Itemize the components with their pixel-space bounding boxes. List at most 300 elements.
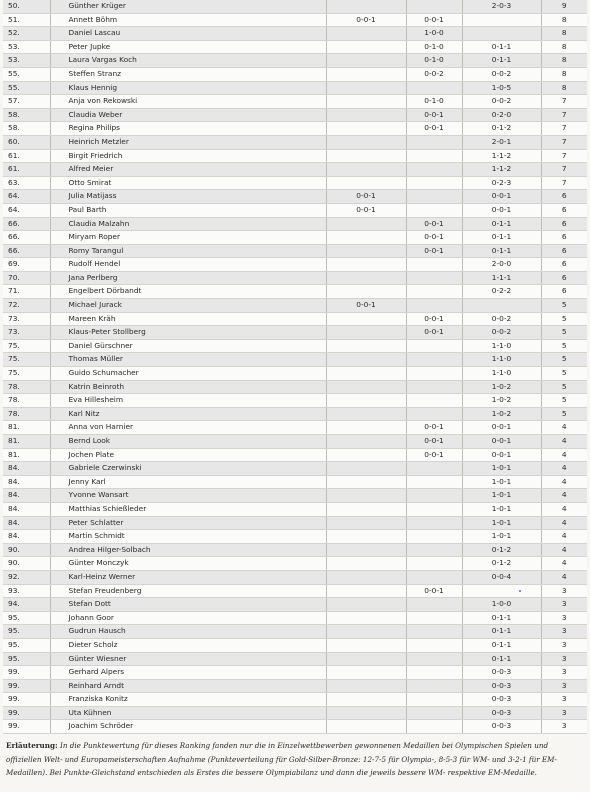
cell-name: Daniel Gürschner xyxy=(50,339,326,353)
cell-em: 1-1-0 xyxy=(462,353,541,367)
cell-rank: 95. xyxy=(3,611,50,625)
cell-rank: 95. xyxy=(3,638,50,652)
cell-em xyxy=(462,584,541,598)
cell-rank: 84. xyxy=(3,475,50,489)
cell-rank: 78. xyxy=(3,394,50,408)
cell-name: Franziska Konitz xyxy=(50,693,326,707)
cell-points: 4 xyxy=(541,543,587,557)
cell-points: 3 xyxy=(541,584,587,598)
cell-em: 0-1-2 xyxy=(462,557,541,571)
cell-rank: 78. xyxy=(3,380,50,394)
cell-name: Engelbert Dörbandt xyxy=(50,285,326,299)
cell-points: 4 xyxy=(541,421,587,435)
cell-points: 6 xyxy=(541,285,587,299)
cell-name: Rudolf Hendel xyxy=(50,258,326,272)
table-row xyxy=(3,312,587,326)
cell-rank: 53. xyxy=(3,54,50,68)
ranking-table xyxy=(3,0,587,734)
cell-wm xyxy=(406,462,462,476)
table-row xyxy=(3,40,587,54)
cell-rank: 84. xyxy=(3,530,50,544)
cell-wm: 0-0-1 xyxy=(406,421,462,435)
cell-olympia xyxy=(326,584,406,598)
cell-name: Birgit Friedrich xyxy=(50,149,326,163)
cell-rank: 55. xyxy=(3,81,50,95)
cell-name: Karl-Heinz Werner xyxy=(50,570,326,584)
cell-em: 0-2-2 xyxy=(462,285,541,299)
cell-wm xyxy=(406,706,462,720)
cell-em: 1-0-1 xyxy=(462,502,541,516)
cell-em: 0-1-2 xyxy=(462,543,541,557)
cell-points: 4 xyxy=(541,448,587,462)
cell-name: Michael Jurack xyxy=(50,299,326,313)
cell-name: Andrea Hilger-Solbach xyxy=(50,543,326,557)
cell-olympia xyxy=(326,489,406,503)
cell-wm xyxy=(406,367,462,381)
cell-em: 1-0-1 xyxy=(462,475,541,489)
cell-points: 8 xyxy=(541,81,587,95)
table-row xyxy=(3,557,587,571)
cell-olympia xyxy=(326,81,406,95)
table-row xyxy=(3,135,587,149)
cell-name: Alfred Meier xyxy=(50,163,326,177)
cell-wm xyxy=(406,598,462,612)
cell-points: 3 xyxy=(541,625,587,639)
cell-name: Uta Kühnen xyxy=(50,706,326,720)
cell-wm: 0-0-1 xyxy=(406,108,462,122)
table-row xyxy=(3,81,587,95)
cell-points: 7 xyxy=(541,122,587,136)
cell-rank: 99. xyxy=(3,679,50,693)
cell-rank: 78. xyxy=(3,407,50,421)
cell-wm: 0-0-1 xyxy=(406,231,462,245)
cell-wm: 0-0-1 xyxy=(406,13,462,27)
cell-olympia xyxy=(326,407,406,421)
cell-rank: 57. xyxy=(3,95,50,109)
cell-wm: 0-0-1 xyxy=(406,584,462,598)
cell-wm xyxy=(406,339,462,353)
cell-olympia xyxy=(326,693,406,707)
cell-points: 3 xyxy=(541,693,587,707)
cell-wm xyxy=(406,271,462,285)
cell-wm xyxy=(406,489,462,503)
table-row xyxy=(3,203,587,217)
cell-em: 1-0-1 xyxy=(462,462,541,476)
cell-olympia xyxy=(326,516,406,530)
cell-wm xyxy=(406,570,462,584)
cell-rank: 94. xyxy=(3,598,50,612)
cell-points: 5 xyxy=(541,367,587,381)
table-row xyxy=(3,67,587,81)
cell-em: 0-2-0 xyxy=(462,108,541,122)
cell-rank: 93. xyxy=(3,584,50,598)
table-row xyxy=(3,570,587,584)
cell-name: Stefan Dott xyxy=(50,598,326,612)
cell-name: Gerhard Alpers xyxy=(50,666,326,680)
cell-olympia xyxy=(326,557,406,571)
table-row xyxy=(3,326,587,340)
cell-rank: 84. xyxy=(3,462,50,476)
cell-name: Laura Vargas Koch xyxy=(50,54,326,68)
cell-olympia xyxy=(326,353,406,367)
cell-points: 5 xyxy=(541,326,587,340)
cell-name: Stefan Freudenberg xyxy=(50,584,326,598)
cell-wm xyxy=(406,666,462,680)
cell-name: Steffen Stranz xyxy=(50,67,326,81)
cell-rank: 99. xyxy=(3,706,50,720)
cell-em: 1-0-2 xyxy=(462,394,541,408)
cell-olympia xyxy=(326,163,406,177)
table-row xyxy=(3,502,587,516)
cell-wm xyxy=(406,203,462,217)
cell-wm xyxy=(406,502,462,516)
cell-rank: 71. xyxy=(3,285,50,299)
cell-points: 4 xyxy=(541,557,587,571)
cell-olympia xyxy=(326,706,406,720)
cell-olympia xyxy=(326,475,406,489)
cell-em: 0-1-1 xyxy=(462,625,541,639)
cell-name: Karl Nitz xyxy=(50,407,326,421)
cell-olympia xyxy=(326,217,406,231)
table-row xyxy=(3,489,587,503)
cell-rank: 58. xyxy=(3,122,50,136)
cell-wm xyxy=(406,299,462,313)
cell-olympia xyxy=(326,652,406,666)
cell-points: 7 xyxy=(541,176,587,190)
cell-wm: 0-0-2 xyxy=(406,67,462,81)
cell-wm xyxy=(406,530,462,544)
explanation-note xyxy=(6,739,584,780)
cell-wm: 0-0-1 xyxy=(406,435,462,449)
cell-wm xyxy=(406,258,462,272)
cell-em: 2-0-1 xyxy=(462,135,541,149)
table-row xyxy=(3,679,587,693)
cell-rank: 55. xyxy=(3,67,50,81)
table-row xyxy=(3,108,587,122)
cell-points: 3 xyxy=(541,598,587,612)
cell-em: 0-0-1 xyxy=(462,435,541,449)
cell-name: Klaus Hennig xyxy=(50,81,326,95)
cell-olympia xyxy=(326,54,406,68)
cell-name: Daniel Lascau xyxy=(50,27,326,41)
table-row xyxy=(3,176,587,190)
cell-em: 0-1-1 xyxy=(462,638,541,652)
cell-rank: 58. xyxy=(3,108,50,122)
cell-points: 6 xyxy=(541,244,587,258)
cell-olympia xyxy=(326,380,406,394)
cell-points: 8 xyxy=(541,27,587,41)
cell-rank: 52. xyxy=(3,27,50,41)
cell-em: 1-0-1 xyxy=(462,489,541,503)
cell-em: 0-0-2 xyxy=(462,312,541,326)
cell-name: Günter Monczyk xyxy=(50,557,326,571)
cell-em: 1-1-0 xyxy=(462,367,541,381)
ranking-table-body xyxy=(3,0,587,734)
cell-rank: 69. xyxy=(3,258,50,272)
cell-em: 0-1-1 xyxy=(462,40,541,54)
cell-points: 4 xyxy=(541,435,587,449)
table-row xyxy=(3,339,587,353)
cell-wm xyxy=(406,625,462,639)
cell-name: Annett Böhm xyxy=(50,13,326,27)
cell-name: Günter Wiesner xyxy=(50,652,326,666)
cell-wm: 0-1-0 xyxy=(406,95,462,109)
cell-points: 5 xyxy=(541,353,587,367)
cell-olympia xyxy=(326,720,406,734)
table-row xyxy=(3,367,587,381)
cell-rank: 92. xyxy=(3,570,50,584)
cell-rank: 99. xyxy=(3,720,50,734)
table-row xyxy=(3,13,587,27)
cell-rank: 50. xyxy=(3,0,50,13)
cell-em: 1-1-1 xyxy=(462,271,541,285)
cell-em: 1-0-2 xyxy=(462,380,541,394)
cell-name: Miryam Roper xyxy=(50,231,326,245)
cell-wm xyxy=(406,285,462,299)
cell-olympia: 0-0-1 xyxy=(326,190,406,204)
cell-name: Claudia Weber xyxy=(50,108,326,122)
cell-points: 3 xyxy=(541,706,587,720)
cell-olympia xyxy=(326,135,406,149)
table-row xyxy=(3,543,587,557)
cell-em: 1-0-1 xyxy=(462,516,541,530)
cell-olympia xyxy=(326,679,406,693)
table-row xyxy=(3,54,587,68)
cell-points: 9 xyxy=(541,0,587,13)
cell-points: 4 xyxy=(541,530,587,544)
cell-olympia xyxy=(326,67,406,81)
cell-wm xyxy=(406,81,462,95)
cell-wm xyxy=(406,611,462,625)
cell-name: Heinrich Metzler xyxy=(50,135,326,149)
cell-name: Jenny Karl xyxy=(50,475,326,489)
cell-em: 0-0-3 xyxy=(462,679,541,693)
cell-rank: 61. xyxy=(3,163,50,177)
cell-name: Eva Hillesheim xyxy=(50,394,326,408)
cell-olympia xyxy=(326,27,406,41)
cell-points: 8 xyxy=(541,40,587,54)
cell-name: Thomas Müller xyxy=(50,353,326,367)
cell-rank: 60. xyxy=(3,135,50,149)
table-row xyxy=(3,625,587,639)
cell-em: 0-0-2 xyxy=(462,326,541,340)
cell-wm xyxy=(406,638,462,652)
table-row xyxy=(3,421,587,435)
cell-name: Gabriele Czerwinski xyxy=(50,462,326,476)
cell-em: 1-0-2 xyxy=(462,407,541,421)
cell-em: 1-1-2 xyxy=(462,163,541,177)
cell-points: 7 xyxy=(541,95,587,109)
cell-em: 0-1-2 xyxy=(462,122,541,136)
cell-wm xyxy=(406,475,462,489)
cell-points: 6 xyxy=(541,190,587,204)
cell-wm: 0-0-1 xyxy=(406,448,462,462)
cell-name: Julia Matijass xyxy=(50,190,326,204)
cell-olympia xyxy=(326,502,406,516)
cell-olympia xyxy=(326,448,406,462)
cell-rank: 70. xyxy=(3,271,50,285)
cell-points: 4 xyxy=(541,462,587,476)
table-row xyxy=(3,163,587,177)
table-row xyxy=(3,462,587,476)
cell-em: 1-0-1 xyxy=(462,530,541,544)
cell-points: 7 xyxy=(541,135,587,149)
cell-name: Joachim Schröder xyxy=(50,720,326,734)
pen-mark xyxy=(519,590,521,592)
cell-rank: 81. xyxy=(3,421,50,435)
cell-wm: 0-0-1 xyxy=(406,312,462,326)
cell-points: 5 xyxy=(541,407,587,421)
cell-name: Bernd Look xyxy=(50,435,326,449)
cell-name: Peter Jupke xyxy=(50,40,326,54)
table-row xyxy=(3,652,587,666)
cell-olympia xyxy=(326,611,406,625)
cell-points: 5 xyxy=(541,312,587,326)
cell-rank: 81. xyxy=(3,435,50,449)
table-row xyxy=(3,584,587,598)
cell-wm xyxy=(406,394,462,408)
cell-em: 0-0-1 xyxy=(462,448,541,462)
cell-wm xyxy=(406,652,462,666)
cell-wm xyxy=(406,163,462,177)
cell-points: 6 xyxy=(541,217,587,231)
table-row xyxy=(3,380,587,394)
cell-rank: 61. xyxy=(3,149,50,163)
cell-name: Reinhard Arndt xyxy=(50,679,326,693)
table-row xyxy=(3,95,587,109)
cell-rank: 84. xyxy=(3,502,50,516)
cell-wm: 0-1-0 xyxy=(406,40,462,54)
cell-em xyxy=(462,27,541,41)
cell-rank: 90. xyxy=(3,543,50,557)
cell-rank: 66. xyxy=(3,231,50,245)
table-row xyxy=(3,27,587,41)
cell-em: 0-0-3 xyxy=(462,666,541,680)
table-row xyxy=(3,435,587,449)
cell-em: 0-0-2 xyxy=(462,67,541,81)
cell-olympia xyxy=(326,0,406,13)
cell-wm xyxy=(406,679,462,693)
cell-em: 0-1-1 xyxy=(462,217,541,231)
cell-points: 4 xyxy=(541,475,587,489)
cell-points: 5 xyxy=(541,394,587,408)
cell-em: 0-0-1 xyxy=(462,203,541,217)
table-row xyxy=(3,271,587,285)
cell-name: Günther Krüger xyxy=(50,0,326,13)
cell-wm xyxy=(406,693,462,707)
cell-em: 0-0-3 xyxy=(462,693,541,707)
cell-name: Martin Schmidt xyxy=(50,530,326,544)
cell-wm: 0-1-0 xyxy=(406,54,462,68)
explanation-label: Erläuterung: xyxy=(6,741,58,750)
cell-rank: 63. xyxy=(3,176,50,190)
cell-olympia xyxy=(326,40,406,54)
cell-rank: 84. xyxy=(3,489,50,503)
cell-name: Gudrun Hausch xyxy=(50,625,326,639)
cell-wm xyxy=(406,407,462,421)
cell-olympia: 0-0-1 xyxy=(326,13,406,27)
cell-name: Peter Schlatter xyxy=(50,516,326,530)
cell-em: 0-1-1 xyxy=(462,231,541,245)
table-row xyxy=(3,244,587,258)
explanation-text: In die Punktewertung für dieses Ranking fanden nur die in Einzelwettbewerben gewonnenen Medaillen bei Olympischen Spielen und offiziellen Welt- und Europameisterschaften Aufnahme (Punkteverteilung für Gold-Silber-Bronze: 12-7-5 für Olympia-, 8-5-3 für WM- und 3-2-1 für EM-Medaillen). Bei Punkte-Gleichstand entschieden als Erstes die bessere Olympiabilanz und dann die jeweils bessere WM- respektive EM-Medaille. xyxy=(6,741,557,777)
cell-name: Anja von Rekowski xyxy=(50,95,326,109)
cell-name: Jochen Plate xyxy=(50,448,326,462)
table-row xyxy=(3,475,587,489)
cell-rank: 51. xyxy=(3,13,50,27)
cell-em: 0-0-3 xyxy=(462,706,541,720)
cell-points: 7 xyxy=(541,149,587,163)
cell-wm xyxy=(406,353,462,367)
cell-name: Matthias Schießleder xyxy=(50,502,326,516)
cell-wm: 1-0-0 xyxy=(406,27,462,41)
cell-wm xyxy=(406,135,462,149)
cell-rank: 75. xyxy=(3,339,50,353)
cell-name: Claudia Malzahn xyxy=(50,217,326,231)
cell-olympia xyxy=(326,244,406,258)
cell-points: 5 xyxy=(541,380,587,394)
cell-olympia xyxy=(326,598,406,612)
cell-rank: 64. xyxy=(3,190,50,204)
cell-points: 7 xyxy=(541,163,587,177)
cell-em: 0-1-1 xyxy=(462,611,541,625)
cell-olympia xyxy=(326,312,406,326)
cell-name: Klaus-Peter Stollberg xyxy=(50,326,326,340)
table-row xyxy=(3,706,587,720)
cell-points: 6 xyxy=(541,258,587,272)
cell-wm: 0-0-1 xyxy=(406,244,462,258)
cell-rank: 66. xyxy=(3,244,50,258)
cell-rank: 64. xyxy=(3,203,50,217)
cell-olympia xyxy=(326,625,406,639)
cell-wm: 0-0-1 xyxy=(406,217,462,231)
table-row xyxy=(3,407,587,421)
cell-points: 6 xyxy=(541,231,587,245)
cell-em: 2-0-0 xyxy=(462,258,541,272)
cell-name: Yvonne Wansart xyxy=(50,489,326,503)
table-row xyxy=(3,720,587,734)
cell-em: 0-2-3 xyxy=(462,176,541,190)
cell-rank: 75. xyxy=(3,367,50,381)
cell-rank: 90. xyxy=(3,557,50,571)
table-row xyxy=(3,516,587,530)
table-row xyxy=(3,598,587,612)
table-row xyxy=(3,122,587,136)
cell-em: 0-0-1 xyxy=(462,190,541,204)
cell-name: Otto Smirat xyxy=(50,176,326,190)
cell-name: Regina Philips xyxy=(50,122,326,136)
cell-wm: 0-0-1 xyxy=(406,326,462,340)
cell-wm xyxy=(406,0,462,13)
cell-name: Paul Barth xyxy=(50,203,326,217)
table-row xyxy=(3,0,587,13)
cell-em xyxy=(462,299,541,313)
table-row xyxy=(3,217,587,231)
cell-em: 0-0-4 xyxy=(462,570,541,584)
cell-wm xyxy=(406,720,462,734)
cell-points: 3 xyxy=(541,638,587,652)
table-row xyxy=(3,353,587,367)
cell-em: 0-1-1 xyxy=(462,652,541,666)
cell-rank: 72. xyxy=(3,299,50,313)
cell-em xyxy=(462,13,541,27)
table-row xyxy=(3,190,587,204)
cell-rank: 95. xyxy=(3,652,50,666)
cell-olympia xyxy=(326,638,406,652)
cell-wm xyxy=(406,516,462,530)
cell-points: 7 xyxy=(541,108,587,122)
table-row xyxy=(3,299,587,313)
